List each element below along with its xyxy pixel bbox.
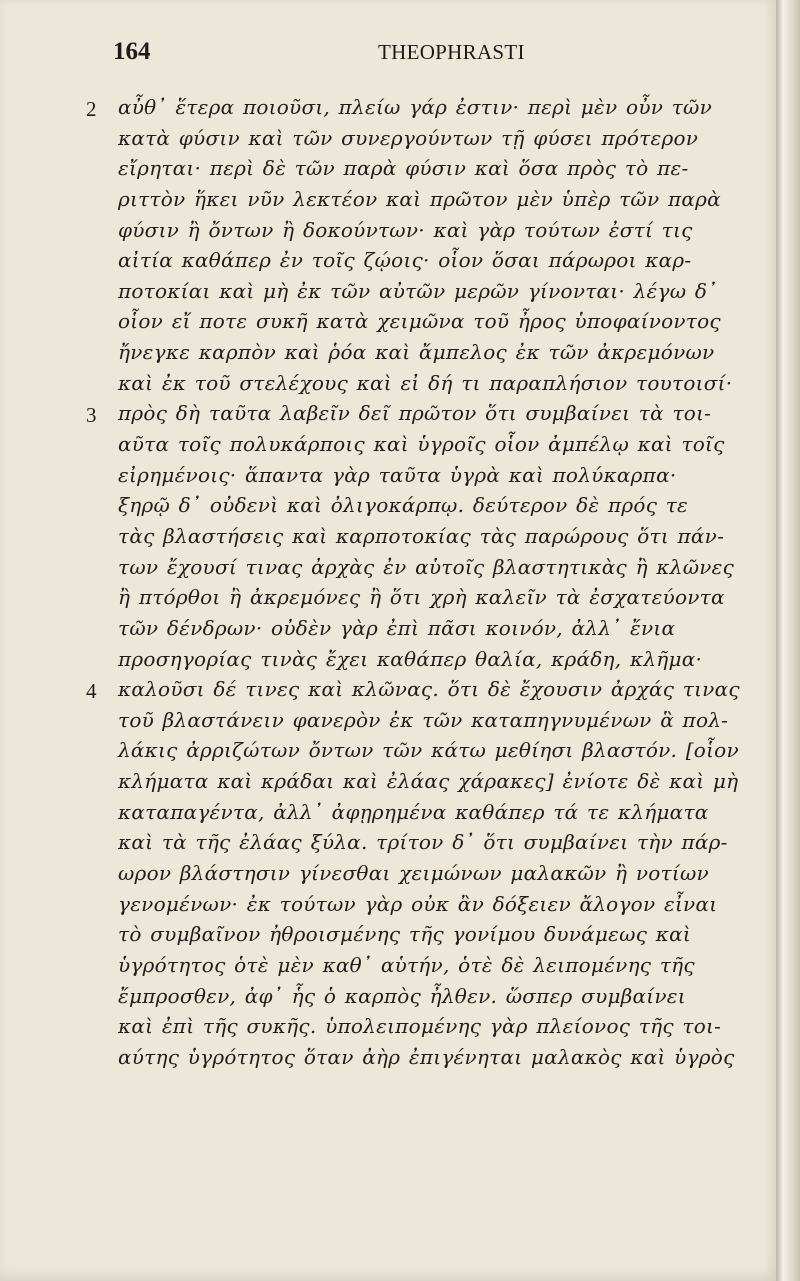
body-text bbox=[0, 95, 776, 1076]
line-text: καὶ τὰ τῆς ἐλάας ξύλα. τρίτον δ᾽ ὅτι συμβαίνει τὴν πάρ- bbox=[118, 830, 728, 855]
text-line bbox=[0, 1014, 776, 1045]
line-text: τῶν δένδρων· οὐδὲν γὰρ ἐπὶ πᾶσι κοινόν, ἀλλ᾽ ἔνια bbox=[118, 615, 676, 640]
page-edge bbox=[776, 0, 800, 1281]
text-line bbox=[0, 769, 776, 800]
text-line bbox=[0, 187, 776, 218]
text-line bbox=[0, 156, 776, 187]
line-text: ποτοκίαι καὶ μὴ ἐκ τῶν αὐτῶν μερῶν γίνονται· λέγω δ᾽ bbox=[118, 278, 718, 303]
line-text: λάκις ἀρριζώτων ὄντων τῶν κάτω μεθίησι βλαστόν. [οἷον bbox=[118, 738, 739, 763]
text-line bbox=[0, 830, 776, 861]
text-line bbox=[0, 892, 776, 923]
line-text: αύτης ὑγρότητος ὅταν ἀὴρ ἐπιγένηται μαλακὸς καὶ ὑγρὸς bbox=[118, 1044, 735, 1069]
text-line bbox=[0, 95, 776, 126]
line-text: των ἔχουσί τινας ἀρχὰς ἐν αὑτοῖς βλαστητικὰς ἢ κλῶνες bbox=[118, 554, 735, 579]
line-text: κλήματα καὶ κράδαι καὶ ἐλάας χάρακες] ἐνίοτε δὲ καὶ μὴ bbox=[118, 769, 739, 794]
line-text: καὶ ἐκ τοῦ στελέχους καὶ εἰ δή τι παραπλήσιον τουτοισί· bbox=[118, 370, 733, 395]
line-text: ἤνεγκε καρπὸν καὶ ῥόα καὶ ἄμπελος ἐκ τῶν ἀκρεμόνων bbox=[118, 340, 715, 365]
text-line bbox=[0, 953, 776, 984]
line-text: καταπαγέντα, ἀλλ᾽ ἀφῃρημένα καθάπερ τά τε κλήματα bbox=[118, 799, 709, 824]
text-line bbox=[0, 493, 776, 524]
text-line bbox=[0, 585, 776, 616]
line-text: πρὸς δὴ ταῦτα λαβεῖν δεῖ πρῶτον ὅτι συμβαίνει τὰ τοι- bbox=[118, 401, 712, 426]
line-text: αῦτα τοῖς πολυκάρποις καὶ ὑγροῖς οἷον ἀμπέλῳ καὶ τοῖς bbox=[118, 432, 725, 457]
text-line bbox=[0, 340, 776, 371]
text-line bbox=[0, 248, 776, 279]
text-line bbox=[0, 126, 776, 157]
text-line bbox=[0, 524, 776, 555]
text-line bbox=[0, 401, 776, 432]
line-text: τὸ συμβαῖνον ἠθροισμένης τῆς γονίμου δυνάμεως καὶ bbox=[118, 922, 691, 947]
text-line bbox=[0, 677, 776, 708]
line-text: φύσιν ἢ ὄντων ἢ δοκούντων· καὶ γὰρ τούτων ἐστί τις bbox=[118, 217, 693, 242]
line-text: καλοῦσι δέ τινες καὶ κλῶνας. ὅτι δὲ ἔχουσιν ἀρχάς τινας bbox=[118, 677, 740, 702]
line-text: εἴρηται· περὶ δὲ τῶν παρὰ φύσιν καὶ ὅσα πρὸς τὸ πε- bbox=[118, 156, 689, 181]
text-line bbox=[0, 555, 776, 586]
text-line bbox=[0, 738, 776, 769]
line-text: αὖθ᾽ ἕτερα ποιοῦσι, πλείω γάρ ἐστιν· περὶ μὲν οὖν τῶν bbox=[118, 95, 713, 119]
text-line bbox=[0, 279, 776, 310]
line-text: καὶ ἐπὶ τῆς συκῆς. ὑπολειπομένης γὰρ πλείονος τῆς τοι- bbox=[118, 1014, 722, 1039]
text-line bbox=[0, 371, 776, 402]
text-line bbox=[0, 218, 776, 249]
section-number: 2 bbox=[86, 97, 97, 121]
line-text: τὰς βλαστήσεις καὶ καρποτοκίας τὰς παρώρους ὅτι πάν- bbox=[118, 523, 725, 548]
text-line bbox=[0, 800, 776, 831]
line-text: κατὰ φύσιν καὶ τῶν συνεργούντων τῇ φύσει πρότερον bbox=[118, 125, 699, 150]
text-line bbox=[0, 463, 776, 494]
text-line bbox=[0, 647, 776, 678]
page-number: 164 bbox=[113, 38, 151, 65]
text-line bbox=[0, 861, 776, 892]
line-text: προσηγορίας τινὰς ἔχει καθάπερ θαλία, κράδη, κλῆμα· bbox=[118, 646, 703, 671]
line-text: τοῦ βλαστάνειν φανερὸν ἐκ τῶν καταπηγνυμένων ἃ πολ- bbox=[118, 707, 729, 732]
text-line bbox=[0, 922, 776, 953]
text-line bbox=[0, 616, 776, 647]
line-text: ἔμπροσθεν, ἀφ᾽ ἧς ὁ καρπὸς ἦλθεν. ὥσπερ συμβαίνει bbox=[118, 983, 686, 1008]
line-text: αἰτία καθάπερ ἐν τοῖς ζῴοις· οἷον ὅσαι πάρωροι καρ- bbox=[118, 248, 692, 273]
text-line bbox=[0, 432, 776, 463]
line-text: ριττὸν ἥκει νῦν λεκτέον καὶ πρῶτον μὲν ὑπὲρ τῶν παρὰ bbox=[118, 186, 721, 211]
text-line bbox=[0, 708, 776, 739]
line-text: ωρον βλάστησιν γίνεσθαι χειμώνων μαλακῶν ἢ νοτίων bbox=[118, 861, 709, 886]
text-line bbox=[0, 1045, 776, 1076]
line-text: οἷον εἴ ποτε συκῆ κατὰ χειμῶνα τοῦ ἦρος ὑποφαίνοντος bbox=[118, 309, 721, 334]
section-number: 4 bbox=[86, 679, 97, 704]
text-line bbox=[0, 309, 776, 340]
line-text: εἰρημένοις· ἅπαντα γὰρ ταῦτα ὑγρὰ καὶ πολύκαρπα· bbox=[118, 462, 677, 487]
text-line bbox=[0, 984, 776, 1015]
line-text: γενομένων· ἐκ τούτων γὰρ οὐκ ἂν δόξειεν ἄλογον εἶναι bbox=[118, 891, 718, 916]
running-head bbox=[0, 38, 776, 68]
line-text: ξηρῷ δ᾽ οὐδενὶ καὶ ὀλιγοκάρπῳ. δεύτερον δὲ πρός τε bbox=[118, 493, 689, 518]
line-text: ἢ πτόρθοι ἢ ἀκρεμόνες ἢ ὅτι χρὴ καλεῖν τὰ ἐσχατεύοντα bbox=[118, 585, 725, 610]
line-text: ὑγρότητος ὁτὲ μὲν καθ᾽ αὑτήν, ὁτὲ δὲ λειπομένης τῆς bbox=[118, 952, 695, 977]
running-title: THEOPHRASTI bbox=[378, 40, 525, 64]
section-number: 3 bbox=[86, 403, 97, 428]
